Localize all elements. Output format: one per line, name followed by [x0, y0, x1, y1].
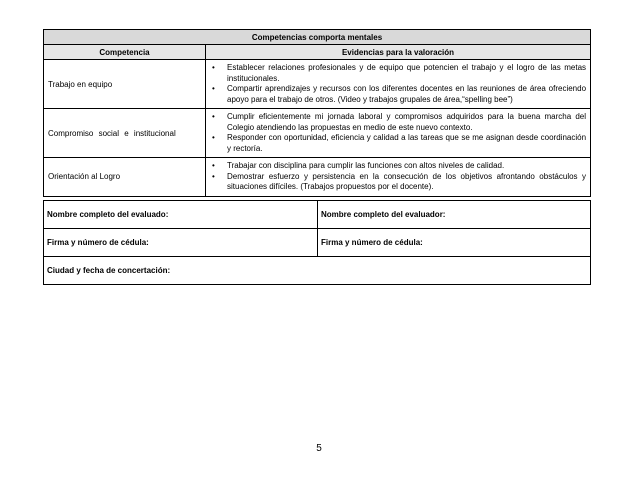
signature-row [44, 201, 591, 229]
evidencia-item: • Cumplir eficientemente mi jornada laboral y compromisos adquiridos para la buena marcha del Colegio atendiendo las propuestas en medio de este nuevo contexto. [206, 112, 586, 133]
header-evidencias: Evidencias para la valoración [206, 45, 591, 60]
evidencias-cell [206, 109, 591, 158]
table-title: Competencias comporta mentales [44, 30, 591, 45]
signature-row [44, 229, 591, 257]
signature-table [43, 200, 591, 285]
table-row [44, 60, 591, 109]
evaluador-signature-field: Firma y número de cédula: [318, 229, 591, 257]
evidencias-list [206, 161, 586, 193]
evidencia-item: • Demostrar esfuerzo y persistencia en la consecución de los objetivos afrontando obstáculos y situaciones difíciles. (Trabajos propuestos por el docente). [206, 172, 586, 193]
evidencias-list [206, 112, 586, 154]
page-number: 5 [316, 443, 322, 454]
evaluador-name-field: Nombre completo del evaluador: [318, 201, 591, 229]
evaluado-name-field: Nombre completo del evaluado: [44, 201, 318, 229]
evidencias-list [206, 63, 586, 105]
table-title-row [44, 30, 591, 45]
competencia-cell: Orientación al Logro [44, 158, 206, 197]
signature-row [44, 257, 591, 285]
evidencia-item: • Compartir aprendizajes y recursos con los diferentes docentes en las reuniones de área ofreciendo apoyo para el trabajo de otros. (Video y trabajos grupales de área,“spelling bee”) [206, 84, 586, 105]
competencia-cell [44, 109, 206, 158]
table-header-row [44, 45, 591, 60]
city-date-field: Ciudad y fecha de concertación: [44, 257, 591, 285]
evidencia-item: • Responder con oportunidad, eficiencia y calidad a las tareas que se me asignan desde coordinación y rectoría. [206, 133, 586, 154]
competencia-cell: Trabajo en equipo [44, 60, 206, 109]
evidencia-item: • Trabajar con disciplina para cumplir las funciones con altos niveles de calidad. [206, 161, 586, 172]
competencias-table [43, 29, 591, 197]
evidencias-cell [206, 60, 591, 109]
evaluado-signature-field: Firma y número de cédula: [44, 229, 318, 257]
evidencias-cell [206, 158, 591, 197]
table-row [44, 109, 591, 158]
table-row [44, 158, 591, 197]
header-competencia: Competencia [44, 45, 206, 60]
evidencia-item: • Establecer relaciones profesionales y de equipo que potencien el trabajo y el logro de las metas institucionales. [206, 63, 586, 84]
competencia-label: Compromiso social e institucional [48, 128, 176, 138]
